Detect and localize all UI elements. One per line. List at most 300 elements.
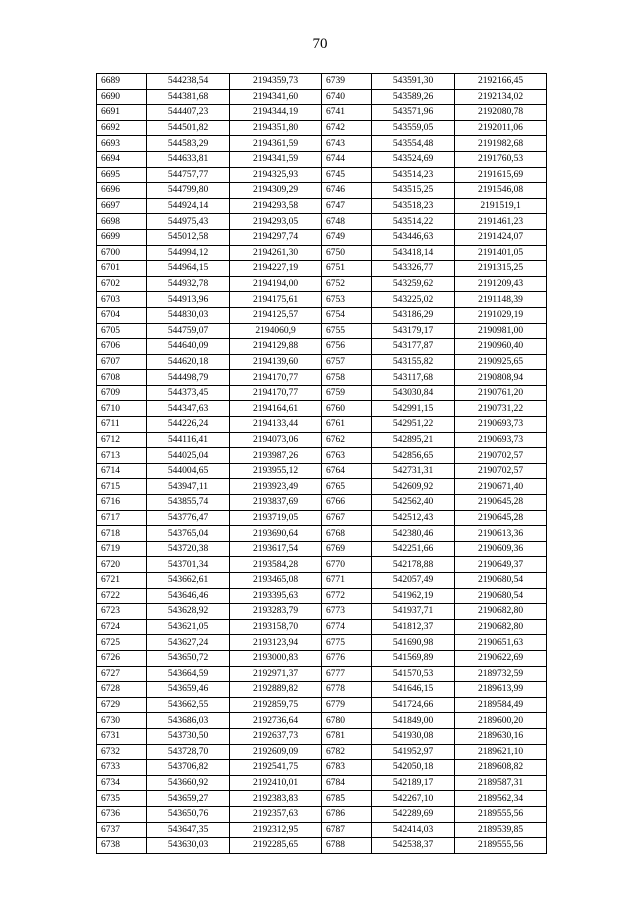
table-row bbox=[97, 744, 547, 760]
x-coordinate-cell: 543326,77 bbox=[372, 261, 455, 277]
x-coordinate-cell: 542057,49 bbox=[372, 573, 455, 589]
y-coordinate-cell: 2189587,31 bbox=[455, 775, 547, 791]
point-number-cell: 6693 bbox=[97, 136, 147, 152]
point-number-cell: 6729 bbox=[97, 697, 147, 713]
x-coordinate-cell: 544932,78 bbox=[147, 276, 230, 292]
x-coordinate-cell: 544501,82 bbox=[147, 120, 230, 136]
x-coordinate-cell: 543627,24 bbox=[147, 635, 230, 651]
x-coordinate-cell: 544964,15 bbox=[147, 261, 230, 277]
x-coordinate-cell: 542856,65 bbox=[372, 448, 455, 464]
point-number-cell: 6777 bbox=[322, 666, 372, 682]
y-coordinate-cell: 2191148,39 bbox=[455, 292, 547, 308]
point-number-cell: 6770 bbox=[322, 557, 372, 573]
point-number-cell: 6752 bbox=[322, 276, 372, 292]
x-coordinate-cell: 542414,03 bbox=[372, 822, 455, 838]
y-coordinate-cell: 2191424,07 bbox=[455, 229, 547, 245]
table-row bbox=[97, 713, 547, 729]
x-coordinate-cell: 544620,18 bbox=[147, 354, 230, 370]
x-coordinate-cell: 543515,25 bbox=[372, 183, 455, 199]
y-coordinate-cell: 2190680,54 bbox=[455, 573, 547, 589]
point-number-cell: 6744 bbox=[322, 151, 372, 167]
point-number-cell: 6776 bbox=[322, 650, 372, 666]
point-number-cell: 6698 bbox=[97, 214, 147, 230]
point-number-cell: 6702 bbox=[97, 276, 147, 292]
y-coordinate-cell: 2194129,88 bbox=[230, 339, 322, 355]
point-number-cell: 6787 bbox=[322, 822, 372, 838]
x-coordinate-cell: 543855,74 bbox=[147, 495, 230, 511]
y-coordinate-cell: 2190960,40 bbox=[455, 339, 547, 355]
table-row bbox=[97, 120, 547, 136]
y-coordinate-cell: 2190761,20 bbox=[455, 385, 547, 401]
point-number-cell: 6783 bbox=[322, 760, 372, 776]
point-number-cell: 6731 bbox=[97, 728, 147, 744]
y-coordinate-cell: 2194325,93 bbox=[230, 167, 322, 183]
point-number-cell: 6726 bbox=[97, 650, 147, 666]
table-row bbox=[97, 292, 547, 308]
point-number-cell: 6774 bbox=[322, 619, 372, 635]
y-coordinate-cell: 2194060,9 bbox=[230, 323, 322, 339]
table-row bbox=[97, 229, 547, 245]
x-coordinate-cell: 541930,08 bbox=[372, 728, 455, 744]
x-coordinate-cell: 543628,92 bbox=[147, 604, 230, 620]
page-number: 70 bbox=[312, 36, 328, 52]
table-row bbox=[97, 806, 547, 822]
point-number-cell: 6723 bbox=[97, 604, 147, 620]
table-row bbox=[97, 307, 547, 323]
y-coordinate-cell: 2194125,57 bbox=[230, 307, 322, 323]
point-number-cell: 6724 bbox=[97, 619, 147, 635]
x-coordinate-cell: 544238,54 bbox=[147, 74, 230, 90]
point-number-cell: 6689 bbox=[97, 74, 147, 90]
table-row bbox=[97, 510, 547, 526]
y-coordinate-cell: 2193395,63 bbox=[230, 588, 322, 604]
x-coordinate-cell: 543947,11 bbox=[147, 479, 230, 495]
point-number-cell: 6785 bbox=[322, 791, 372, 807]
x-coordinate-cell: 543179,17 bbox=[372, 323, 455, 339]
y-coordinate-cell: 2190671,40 bbox=[455, 479, 547, 495]
x-coordinate-cell: 542178,88 bbox=[372, 557, 455, 573]
table-row bbox=[97, 261, 547, 277]
point-number-cell: 6780 bbox=[322, 713, 372, 729]
x-coordinate-cell: 542512,43 bbox=[372, 510, 455, 526]
y-coordinate-cell: 2190609,36 bbox=[455, 541, 547, 557]
y-coordinate-cell: 2191982,68 bbox=[455, 136, 547, 152]
x-coordinate-cell: 542189,17 bbox=[372, 775, 455, 791]
point-number-cell: 6768 bbox=[322, 526, 372, 542]
y-coordinate-cell: 2190925,65 bbox=[455, 354, 547, 370]
x-coordinate-cell: 543589,26 bbox=[372, 89, 455, 105]
point-number-cell: 6754 bbox=[322, 307, 372, 323]
point-number-cell: 6706 bbox=[97, 339, 147, 355]
table-row bbox=[97, 728, 547, 744]
table-row bbox=[97, 74, 547, 90]
x-coordinate-cell: 543647,35 bbox=[147, 822, 230, 838]
x-coordinate-cell: 543650,72 bbox=[147, 650, 230, 666]
y-coordinate-cell: 2194227,19 bbox=[230, 261, 322, 277]
table-row bbox=[97, 526, 547, 542]
y-coordinate-cell: 2193000,83 bbox=[230, 650, 322, 666]
y-coordinate-cell: 2193923,49 bbox=[230, 479, 322, 495]
point-number-cell: 6764 bbox=[322, 463, 372, 479]
x-coordinate-cell: 541937,71 bbox=[372, 604, 455, 620]
point-number-cell: 6733 bbox=[97, 760, 147, 776]
point-number-cell: 6775 bbox=[322, 635, 372, 651]
point-number-cell: 6772 bbox=[322, 588, 372, 604]
table-row bbox=[97, 650, 547, 666]
point-number-cell: 6786 bbox=[322, 806, 372, 822]
y-coordinate-cell: 2193837,69 bbox=[230, 495, 322, 511]
point-number-cell: 6766 bbox=[322, 495, 372, 511]
x-coordinate-cell: 542050,18 bbox=[372, 760, 455, 776]
y-coordinate-cell: 2192971,37 bbox=[230, 666, 322, 682]
x-coordinate-cell: 543155,82 bbox=[372, 354, 455, 370]
y-coordinate-cell: 2194170,77 bbox=[230, 370, 322, 386]
y-coordinate-cell: 2194170,77 bbox=[230, 385, 322, 401]
x-coordinate-cell: 541724,66 bbox=[372, 697, 455, 713]
y-coordinate-cell: 2192357,63 bbox=[230, 806, 322, 822]
table-row bbox=[97, 354, 547, 370]
x-coordinate-cell: 541646,15 bbox=[372, 682, 455, 698]
x-coordinate-cell: 543518,23 bbox=[372, 198, 455, 214]
y-coordinate-cell: 2192166,45 bbox=[455, 74, 547, 90]
x-coordinate-cell: 544913,96 bbox=[147, 292, 230, 308]
point-number-cell: 6722 bbox=[97, 588, 147, 604]
y-coordinate-cell: 2191029,19 bbox=[455, 307, 547, 323]
coordinates-table bbox=[96, 73, 547, 854]
table-row bbox=[97, 495, 547, 511]
y-coordinate-cell: 2189584,49 bbox=[455, 697, 547, 713]
y-coordinate-cell: 2193617,54 bbox=[230, 541, 322, 557]
y-coordinate-cell: 2190682,80 bbox=[455, 619, 547, 635]
point-number-cell: 6721 bbox=[97, 573, 147, 589]
y-coordinate-cell: 2190680,54 bbox=[455, 588, 547, 604]
point-number-cell: 6718 bbox=[97, 526, 147, 542]
point-number-cell: 6705 bbox=[97, 323, 147, 339]
table-row bbox=[97, 136, 547, 152]
x-coordinate-cell: 542895,21 bbox=[372, 432, 455, 448]
y-coordinate-cell: 2190613,36 bbox=[455, 526, 547, 542]
x-coordinate-cell: 543650,76 bbox=[147, 806, 230, 822]
x-coordinate-cell: 542991,15 bbox=[372, 401, 455, 417]
point-number-cell: 6691 bbox=[97, 105, 147, 121]
x-coordinate-cell: 543662,55 bbox=[147, 697, 230, 713]
table-row bbox=[97, 682, 547, 698]
y-coordinate-cell: 2192080,78 bbox=[455, 105, 547, 121]
y-coordinate-cell: 2194194,00 bbox=[230, 276, 322, 292]
point-number-cell: 6743 bbox=[322, 136, 372, 152]
x-coordinate-cell: 543686,03 bbox=[147, 713, 230, 729]
table-row bbox=[97, 573, 547, 589]
point-number-cell: 6782 bbox=[322, 744, 372, 760]
x-coordinate-cell: 543728,70 bbox=[147, 744, 230, 760]
x-coordinate-cell: 543177,87 bbox=[372, 339, 455, 355]
x-coordinate-cell: 543630,03 bbox=[147, 838, 230, 854]
x-coordinate-cell: 544994,12 bbox=[147, 245, 230, 261]
x-coordinate-cell: 542562,40 bbox=[372, 495, 455, 511]
x-coordinate-cell: 543030,84 bbox=[372, 385, 455, 401]
table-row bbox=[97, 479, 547, 495]
point-number-cell: 6765 bbox=[322, 479, 372, 495]
point-number-cell: 6737 bbox=[97, 822, 147, 838]
y-coordinate-cell: 2190651,63 bbox=[455, 635, 547, 651]
x-coordinate-cell: 543591,30 bbox=[372, 74, 455, 90]
point-number-cell: 6713 bbox=[97, 448, 147, 464]
x-coordinate-cell: 541570,53 bbox=[372, 666, 455, 682]
y-coordinate-cell: 2192011,06 bbox=[455, 120, 547, 136]
y-coordinate-cell: 2194293,58 bbox=[230, 198, 322, 214]
point-number-cell: 6714 bbox=[97, 463, 147, 479]
point-number-cell: 6788 bbox=[322, 838, 372, 854]
y-coordinate-cell: 2190702,57 bbox=[455, 448, 547, 464]
point-number-cell: 6781 bbox=[322, 728, 372, 744]
point-number-cell: 6739 bbox=[322, 74, 372, 90]
x-coordinate-cell: 543662,61 bbox=[147, 573, 230, 589]
table-row bbox=[97, 323, 547, 339]
x-coordinate-cell: 541952,97 bbox=[372, 744, 455, 760]
y-coordinate-cell: 2193123,94 bbox=[230, 635, 322, 651]
point-number-cell: 6712 bbox=[97, 432, 147, 448]
x-coordinate-cell: 543514,22 bbox=[372, 214, 455, 230]
point-number-cell: 6703 bbox=[97, 292, 147, 308]
table-row bbox=[97, 214, 547, 230]
point-number-cell: 6734 bbox=[97, 775, 147, 791]
table-row bbox=[97, 151, 547, 167]
point-number-cell: 6753 bbox=[322, 292, 372, 308]
point-number-cell: 6717 bbox=[97, 510, 147, 526]
x-coordinate-cell: 544975,43 bbox=[147, 214, 230, 230]
table-row bbox=[97, 276, 547, 292]
table-row bbox=[97, 245, 547, 261]
y-coordinate-cell: 2189621,10 bbox=[455, 744, 547, 760]
x-coordinate-cell: 544759,07 bbox=[147, 323, 230, 339]
table-row bbox=[97, 448, 547, 464]
point-number-cell: 6725 bbox=[97, 635, 147, 651]
x-coordinate-cell: 543664,59 bbox=[147, 666, 230, 682]
point-number-cell: 6720 bbox=[97, 557, 147, 573]
point-number-cell: 6749 bbox=[322, 229, 372, 245]
y-coordinate-cell: 2189613,99 bbox=[455, 682, 547, 698]
table-row bbox=[97, 635, 547, 651]
table-row bbox=[97, 401, 547, 417]
x-coordinate-cell: 543765,04 bbox=[147, 526, 230, 542]
y-coordinate-cell: 2189608,82 bbox=[455, 760, 547, 776]
point-number-cell: 6735 bbox=[97, 791, 147, 807]
x-coordinate-cell: 542289,69 bbox=[372, 806, 455, 822]
y-coordinate-cell: 2193283,79 bbox=[230, 604, 322, 620]
y-coordinate-cell: 2190731,22 bbox=[455, 401, 547, 417]
x-coordinate-cell: 541849,00 bbox=[372, 713, 455, 729]
y-coordinate-cell: 2193719,05 bbox=[230, 510, 322, 526]
y-coordinate-cell: 2191315,25 bbox=[455, 261, 547, 277]
table-row bbox=[97, 557, 547, 573]
x-coordinate-cell: 544757,77 bbox=[147, 167, 230, 183]
y-coordinate-cell: 2191615,69 bbox=[455, 167, 547, 183]
x-coordinate-cell: 543446,63 bbox=[372, 229, 455, 245]
point-number-cell: 6728 bbox=[97, 682, 147, 698]
point-number-cell: 6696 bbox=[97, 183, 147, 199]
y-coordinate-cell: 2190702,57 bbox=[455, 463, 547, 479]
point-number-cell: 6750 bbox=[322, 245, 372, 261]
y-coordinate-cell: 2194361,59 bbox=[230, 136, 322, 152]
y-coordinate-cell: 2194344,19 bbox=[230, 105, 322, 121]
point-number-cell: 6742 bbox=[322, 120, 372, 136]
y-coordinate-cell: 2194164,61 bbox=[230, 401, 322, 417]
x-coordinate-cell: 543660,92 bbox=[147, 775, 230, 791]
table-row bbox=[97, 666, 547, 682]
y-coordinate-cell: 2194297,74 bbox=[230, 229, 322, 245]
point-number-cell: 6740 bbox=[322, 89, 372, 105]
y-coordinate-cell: 2189562,34 bbox=[455, 791, 547, 807]
point-number-cell: 6716 bbox=[97, 495, 147, 511]
table-row bbox=[97, 105, 547, 121]
x-coordinate-cell: 544407,23 bbox=[147, 105, 230, 121]
table-row bbox=[97, 183, 547, 199]
point-number-cell: 6719 bbox=[97, 541, 147, 557]
x-coordinate-cell: 542380,46 bbox=[372, 526, 455, 542]
point-number-cell: 6748 bbox=[322, 214, 372, 230]
table-row bbox=[97, 619, 547, 635]
point-number-cell: 6697 bbox=[97, 198, 147, 214]
x-coordinate-cell: 543514,23 bbox=[372, 167, 455, 183]
y-coordinate-cell: 2192134,02 bbox=[455, 89, 547, 105]
point-number-cell: 6763 bbox=[322, 448, 372, 464]
point-number-cell: 6756 bbox=[322, 339, 372, 355]
x-coordinate-cell: 544924,14 bbox=[147, 198, 230, 214]
y-coordinate-cell: 2192541,75 bbox=[230, 760, 322, 776]
table-row bbox=[97, 432, 547, 448]
y-coordinate-cell: 2192736,64 bbox=[230, 713, 322, 729]
point-number-cell: 6751 bbox=[322, 261, 372, 277]
y-coordinate-cell: 2194341,60 bbox=[230, 89, 322, 105]
x-coordinate-cell: 543554,48 bbox=[372, 136, 455, 152]
x-coordinate-cell: 543720,38 bbox=[147, 541, 230, 557]
y-coordinate-cell: 2192285,65 bbox=[230, 838, 322, 854]
y-coordinate-cell: 2189555,56 bbox=[455, 806, 547, 822]
table-row bbox=[97, 791, 547, 807]
table-row bbox=[97, 541, 547, 557]
x-coordinate-cell: 543186,29 bbox=[372, 307, 455, 323]
point-number-cell: 6710 bbox=[97, 401, 147, 417]
x-coordinate-cell: 543524,69 bbox=[372, 151, 455, 167]
y-coordinate-cell: 2194073,06 bbox=[230, 432, 322, 448]
y-coordinate-cell: 2192312,95 bbox=[230, 822, 322, 838]
x-coordinate-cell: 543571,96 bbox=[372, 105, 455, 121]
y-coordinate-cell: 2194133,44 bbox=[230, 417, 322, 433]
x-coordinate-cell: 544640,09 bbox=[147, 339, 230, 355]
y-coordinate-cell: 2192889,82 bbox=[230, 682, 322, 698]
y-coordinate-cell: 2194293,05 bbox=[230, 214, 322, 230]
y-coordinate-cell: 2190645,28 bbox=[455, 495, 547, 511]
table-row bbox=[97, 198, 547, 214]
x-coordinate-cell: 543659,27 bbox=[147, 791, 230, 807]
x-coordinate-cell: 543701,34 bbox=[147, 557, 230, 573]
table-row bbox=[97, 775, 547, 791]
point-number-cell: 6784 bbox=[322, 775, 372, 791]
point-number-cell: 6757 bbox=[322, 354, 372, 370]
x-coordinate-cell: 544633,81 bbox=[147, 151, 230, 167]
y-coordinate-cell: 2191209,43 bbox=[455, 276, 547, 292]
y-coordinate-cell: 2190693,73 bbox=[455, 432, 547, 448]
coordinates-table-body bbox=[97, 74, 547, 854]
x-coordinate-cell: 543621,05 bbox=[147, 619, 230, 635]
x-coordinate-cell: 543418,14 bbox=[372, 245, 455, 261]
y-coordinate-cell: 2190649,37 bbox=[455, 557, 547, 573]
y-coordinate-cell: 2191546,08 bbox=[455, 183, 547, 199]
point-number-cell: 6745 bbox=[322, 167, 372, 183]
y-coordinate-cell: 2190808,94 bbox=[455, 370, 547, 386]
table-row bbox=[97, 604, 547, 620]
point-number-cell: 6695 bbox=[97, 167, 147, 183]
point-number-cell: 6761 bbox=[322, 417, 372, 433]
y-coordinate-cell: 2190682,80 bbox=[455, 604, 547, 620]
point-number-cell: 6700 bbox=[97, 245, 147, 261]
y-coordinate-cell: 2193158,70 bbox=[230, 619, 322, 635]
x-coordinate-cell: 543659,46 bbox=[147, 682, 230, 698]
table-row bbox=[97, 89, 547, 105]
y-coordinate-cell: 2191461,23 bbox=[455, 214, 547, 230]
x-coordinate-cell: 544004,65 bbox=[147, 463, 230, 479]
x-coordinate-cell: 543730,50 bbox=[147, 728, 230, 744]
point-number-cell: 6727 bbox=[97, 666, 147, 682]
table-row bbox=[97, 339, 547, 355]
y-coordinate-cell: 2193955,12 bbox=[230, 463, 322, 479]
x-coordinate-cell: 542609,92 bbox=[372, 479, 455, 495]
x-coordinate-cell: 542538,37 bbox=[372, 838, 455, 854]
point-number-cell: 6769 bbox=[322, 541, 372, 557]
y-coordinate-cell: 2193987,26 bbox=[230, 448, 322, 464]
x-coordinate-cell: 544373,45 bbox=[147, 385, 230, 401]
point-number-cell: 6736 bbox=[97, 806, 147, 822]
point-number-cell: 6732 bbox=[97, 744, 147, 760]
point-number-cell: 6758 bbox=[322, 370, 372, 386]
x-coordinate-cell: 543559,05 bbox=[372, 120, 455, 136]
y-coordinate-cell: 2192859,75 bbox=[230, 697, 322, 713]
x-coordinate-cell: 544583,29 bbox=[147, 136, 230, 152]
table-row bbox=[97, 385, 547, 401]
y-coordinate-cell: 2189630,16 bbox=[455, 728, 547, 744]
y-coordinate-cell: 2193690,64 bbox=[230, 526, 322, 542]
y-coordinate-cell: 2190981,00 bbox=[455, 323, 547, 339]
point-number-cell: 6755 bbox=[322, 323, 372, 339]
point-number-cell: 6738 bbox=[97, 838, 147, 854]
x-coordinate-cell: 541812,37 bbox=[372, 619, 455, 635]
y-coordinate-cell: 2191519,1 bbox=[455, 198, 547, 214]
point-number-cell: 6779 bbox=[322, 697, 372, 713]
table-row bbox=[97, 760, 547, 776]
point-number-cell: 6778 bbox=[322, 682, 372, 698]
y-coordinate-cell: 2192609,09 bbox=[230, 744, 322, 760]
x-coordinate-cell: 544116,41 bbox=[147, 432, 230, 448]
y-coordinate-cell: 2192637,73 bbox=[230, 728, 322, 744]
y-coordinate-cell: 2192410,01 bbox=[230, 775, 322, 791]
point-number-cell: 6762 bbox=[322, 432, 372, 448]
x-coordinate-cell: 541690,98 bbox=[372, 635, 455, 651]
y-coordinate-cell: 2194261,30 bbox=[230, 245, 322, 261]
point-number-cell: 6692 bbox=[97, 120, 147, 136]
y-coordinate-cell: 2192383,83 bbox=[230, 791, 322, 807]
table-row bbox=[97, 588, 547, 604]
point-number-cell: 6773 bbox=[322, 604, 372, 620]
x-coordinate-cell: 542731,31 bbox=[372, 463, 455, 479]
point-number-cell: 6701 bbox=[97, 261, 147, 277]
y-coordinate-cell: 2190645,28 bbox=[455, 510, 547, 526]
y-coordinate-cell: 2194139,60 bbox=[230, 354, 322, 370]
y-coordinate-cell: 2194175,61 bbox=[230, 292, 322, 308]
y-coordinate-cell: 2193465,08 bbox=[230, 573, 322, 589]
x-coordinate-cell: 543706,82 bbox=[147, 760, 230, 776]
y-coordinate-cell: 2189539,85 bbox=[455, 822, 547, 838]
point-number-cell: 6707 bbox=[97, 354, 147, 370]
